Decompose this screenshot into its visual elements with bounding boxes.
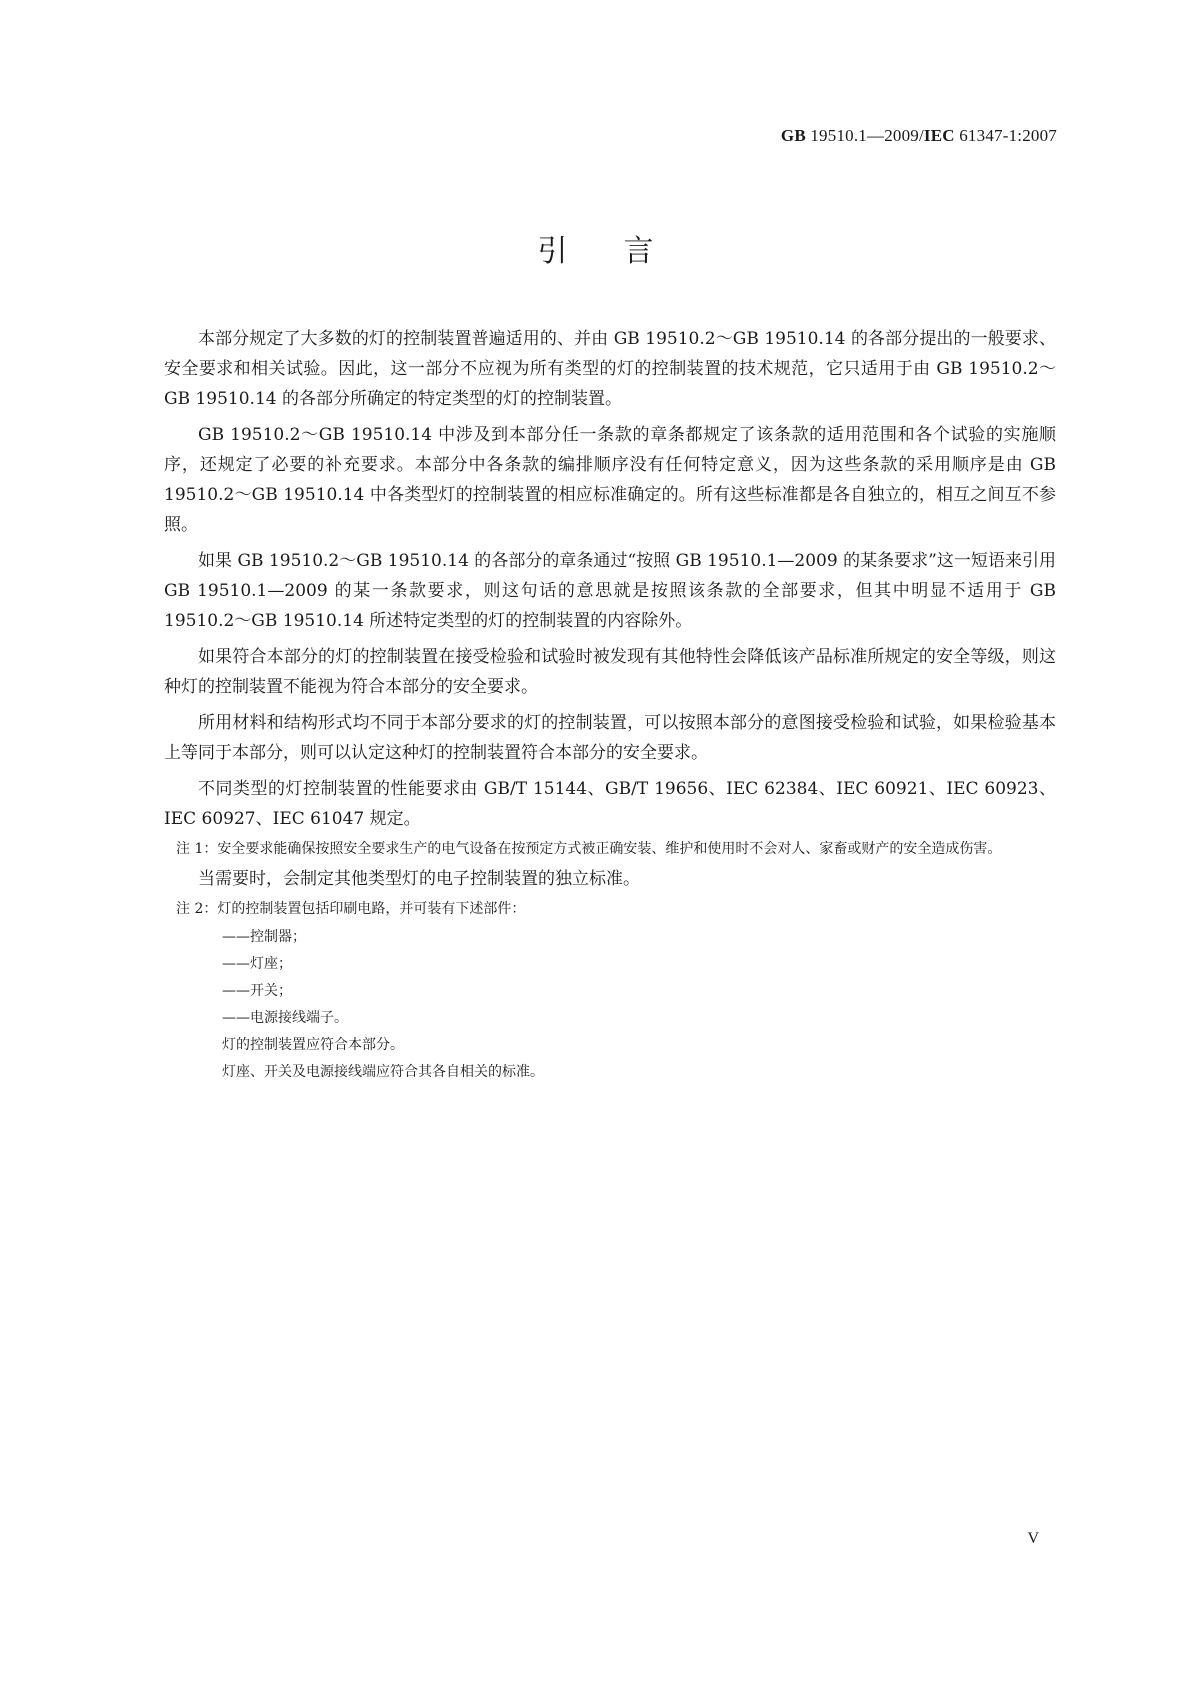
introduction-body <box>164 324 1056 1086</box>
note-2-intro: 注 2：灯的控制装置包括印刷电路，并可装有下述部件： <box>176 901 526 917</box>
note-2-item-terminal: ——电源接线端子。 <box>222 1010 348 1026</box>
paragraph-2: GB 19510.2～GB 19510.14 中涉及到本部分任一条款的章条都规定了该条款的适用范围和各个试验的实施顺序，还规定了必要的补充要求。本部分中各条款的编排顺序没有任何特定意义，因为这些条款的采用顺序是由 GB 19510.2～GB 19510.14 中各类型灯的控制装置的相应标准确定的。所有这些标准都是各自独立的，相互之间互不参照。 <box>164 425 1056 535</box>
note-1: 注 1：安全要求能确保按照安全要求生产的电气设备在按预定方式被正确安装、维护和使用时不会对人、家畜或财产的安全造成伤害。 <box>176 841 1002 857</box>
note-2-item-controller: ——控制器； <box>222 929 306 945</box>
iec-number: 61347-1:2007 <box>954 126 1057 145</box>
gb-label: GB <box>780 126 806 145</box>
paragraph-5: 所用材料和结构形式均不同于本部分要求的灯的控制装置，可以按照本部分的意图接受检验和试验，如果检验基本上等同于本部分，则可以认定这种灯的控制装置符合本部分的安全要求。 <box>164 713 1056 763</box>
page-number: V <box>1027 1530 1039 1547</box>
note-2-closing-1: 灯的控制装置应符合本部分。 <box>222 1037 404 1053</box>
paragraph-6: 不同类型的灯控制装置的性能要求由 GB/T 15144、GB/T 19656、IEC 62384、IEC 60921、IEC 60923、IEC 60927、IEC 61047 规定。 <box>164 779 1056 829</box>
note-2-item-lampholder: ——灯座； <box>222 956 292 972</box>
standard-number: 19510.1—2009/ <box>805 126 924 145</box>
note-2-closing-2: 灯座、开关及电源接线端应符合其各自相关的标准。 <box>222 1064 544 1080</box>
paragraph-1: 本部分规定了大多数的灯的控制装置普遍适用的、并由 GB 19510.2～GB 19510.14 的各部分提出的一般要求、安全要求和相关试验。因此，这一部分不应视为所有类型的灯的控制装置的技术规范，它只适用于由 GB 19510.2～GB 19510.14 的各部分所确定的特定类型的灯的控制装置。 <box>164 329 1056 409</box>
note-2-item-switch: ——开关； <box>222 983 292 999</box>
paragraph-3: 如果 GB 19510.2～GB 19510.14 的各部分的章条通过“按照 GB 19510.1—2009 的某条要求”这一短语来引用 GB 19510.1—2009 的某一条款要求，则这句话的意思就是按照该条款的全部要求，但其中明显不适用于 GB 19510.2～GB 19510.14 所述特定类型的灯的控制装置的内容除外。 <box>164 551 1056 631</box>
paragraph-4: 如果符合本部分的灯的控制装置在接受检验和试验时被发现有其他特性会降低该产品标准所规定的安全等级，则这种灯的控制装置不能视为符合本部分的安全要求。 <box>164 647 1056 697</box>
standard-number-header <box>781 126 1057 146</box>
paragraph-7: 当需要时，会制定其他类型灯的电子控制装置的独立标准。 <box>198 869 640 889</box>
iec-label: IEC <box>923 126 955 145</box>
page-title: 引言 <box>537 234 710 269</box>
